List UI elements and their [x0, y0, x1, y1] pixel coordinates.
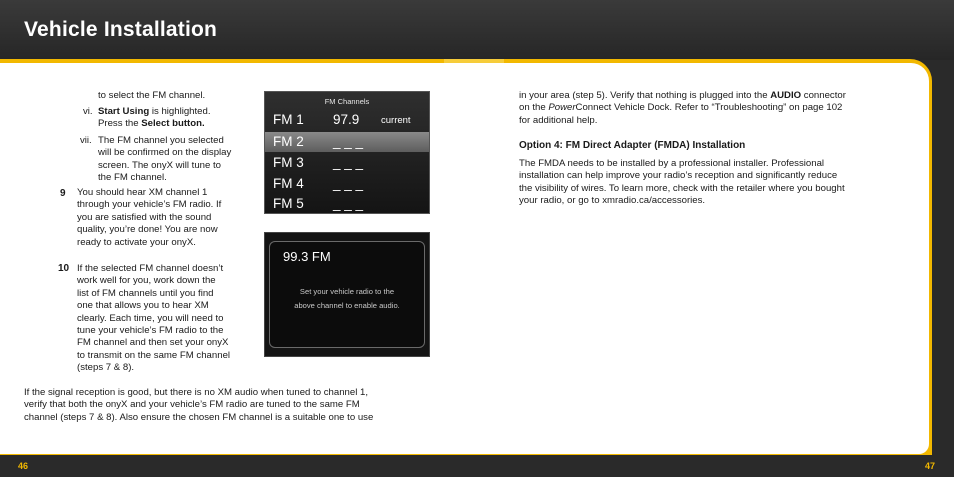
fm-channel-frequency: _ _ _: [333, 176, 364, 191]
fm-channel-row: [265, 153, 429, 173]
right-paragraph-line: for additional help.: [519, 114, 598, 126]
fm-channels-screen: [264, 91, 430, 214]
step-9-line: You should hear XM channel 1: [77, 187, 208, 198]
fm-channel-frequency: _ _ _: [333, 155, 364, 170]
step-10-number: 10: [58, 263, 70, 274]
section-heading: Option 4: FM Direct Adapter (FMDA) Installation: [519, 140, 746, 151]
step-vi-line1: Start Using is highlighted.: [98, 106, 211, 117]
step-10-line: clearly. Each time, you will need to: [77, 312, 224, 324]
page-number-right: 47: [925, 461, 936, 471]
gutter-tab: [444, 59, 504, 63]
step-9-line: ready to activate your onyX.: [77, 236, 196, 248]
step-10-line: tune your vehicle’s FM radio to the: [77, 325, 224, 336]
step-vii-line: will be confirmed on the display: [98, 147, 232, 159]
step-10-line: to transmit on the same FM channel: [77, 349, 231, 361]
fm-channel-frequency: _ _ _: [333, 196, 364, 211]
set-radio-screen: [264, 232, 430, 357]
step-10-line: one that allows you to hear XM: [77, 300, 209, 312]
fm-channel-frequency: 97.9: [333, 112, 360, 127]
step-9-line: through your vehicle’s FM radio. If: [77, 199, 222, 211]
fm-channel-row: [265, 174, 429, 194]
current-marker: current: [381, 115, 411, 126]
step-10-line: work well for you, work down the: [77, 275, 216, 287]
tuned-frequency: 99.3 FM: [283, 249, 331, 264]
step-9-line: quality, you’re done! You are now: [77, 224, 218, 236]
step-vii-number: vii.: [80, 135, 92, 146]
fm-channel-label: FM 1: [273, 112, 304, 127]
bottom-paragraph-line: If the signal reception is good, but there is no XM audio when tuned to channel 1,: [24, 387, 369, 398]
set-radio-message-line: above channel to enable audio.: [294, 300, 400, 310]
page-number-left: 46: [18, 461, 29, 471]
fmda-paragraph-line: The FMDA needs to be installed by a professional installer. Professional: [519, 158, 825, 169]
step-10-line: list of FM channels until you find: [77, 287, 214, 299]
step-vii-line: screen. The onyX will tune to: [98, 159, 222, 171]
step-vi-line2: Press the Select button.: [98, 118, 205, 130]
fm-channel-row: [265, 110, 429, 130]
step-vi-number: vi.: [83, 106, 93, 117]
fm-channel-row: [265, 194, 429, 214]
fm-channels-title: FM Channels: [324, 97, 370, 106]
bottom-paragraph-line: verify that both the onyX and your vehicle’s FM radio are tuned to the same FM: [24, 399, 360, 411]
fmda-paragraph-line: the visibility of wires. To learn more, check with the retailer where you bought: [519, 182, 845, 194]
step-vii-line: The FM channel you selected: [98, 135, 224, 146]
set-radio-panel: [269, 241, 425, 348]
fm-channel-frequency: _ _ _: [333, 134, 364, 149]
fm-channel-label: FM 5: [273, 196, 304, 211]
step-10-line: FM channel and then set your onyX: [77, 337, 229, 349]
fm-channel-row-selected: [265, 132, 429, 152]
fmda-paragraph-line: your radio, or go to xmradio.ca/accessories.: [519, 195, 706, 207]
step-vii-line: the FM channel.: [98, 172, 167, 184]
step-9-line: you are satisfied with the sound: [77, 211, 212, 223]
step-10-line: (steps 7 & 8).: [77, 362, 135, 374]
fm-channel-label: FM 4: [273, 176, 304, 191]
right-paragraph-line: in your area (step 5). Verify that nothing is plugged into the AUDIO connector: [519, 90, 846, 101]
page-title: Vehicle Installation: [24, 18, 218, 41]
set-radio-message-line: Set your vehicle radio to the: [299, 287, 395, 296]
step-10-line: If the selected FM channel doesn’t: [77, 263, 224, 274]
footer-bar: [0, 455, 954, 477]
bottom-paragraph-line: channel (steps 7 & 8). Also ensure the chosen FM channel is a suitable one to use: [24, 411, 374, 423]
fm-channel-label: FM 3: [273, 155, 304, 170]
right-paragraph-line: on the PowerConnect Vehicle Dock. Refer to “Troubleshooting” on page 102: [519, 102, 843, 114]
step-9-number: 9: [60, 188, 66, 199]
set-radio-message: [274, 285, 420, 312]
step-continuation: to select the FM channel.: [98, 90, 206, 101]
fmda-paragraph-line: installation can help improve your radio’s reception and significantly reduce: [519, 170, 838, 182]
fm-channel-label: FM 2: [273, 134, 304, 149]
